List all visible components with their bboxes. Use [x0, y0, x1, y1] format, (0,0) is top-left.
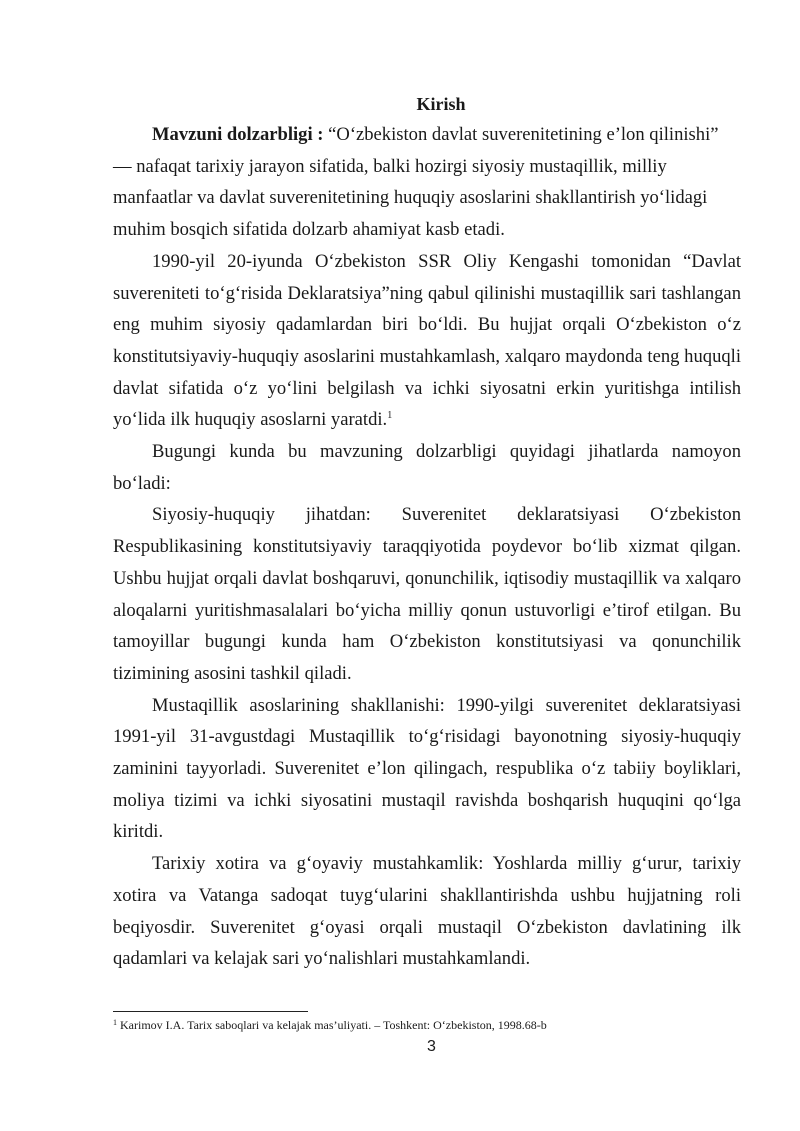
- footnote-reference[interactable]: 1: [387, 410, 393, 422]
- relevance-paragraph: [113, 119, 741, 246]
- footnote: [113, 1018, 753, 1033]
- page-number: 3: [427, 1038, 436, 1055]
- paragraph-political-legal: Siyosiy-huquqiy jihatdan: Suverenitet deklaratsiyasi O‘zbekiston Respublikasining konstitutsiyaviy taraqqiyotida poydevor bo‘lib xizmat qilgan. Ushbu hujjat orqali davlat boshqaruvi, qonunchilik, iqtisodiy mustaqillik va xalqaro aloqalarni yuritishmasalalari bo‘yicha milliy qonun ustuvorligi e’tirof etilgan. Bu tamoyillar bugungi kunda ham O‘zbekiston konstitutsiyasi va qonunchilik tizimining asosini tashkil qiladi.: [113, 504, 741, 684]
- footnote-mark: 1: [113, 1018, 117, 1027]
- footnote-text: Karimov I.A. Tarix saboqlari va kelajak mas’uliyati. – Toshkent: O‘zbekiston, 1998.68-b: [117, 1018, 547, 1032]
- paragraph-relevance-intro: Bugungi kunda bu mavzuning dolzarbligi quyidagi jihatlarda namoyon bo‘ladi:: [113, 441, 741, 494]
- relevance-text: “O‘zbekiston davlat suverenitetining e’lon qilinishi” — nafaqat tarixiy jarayon sifatida, balki hozirgi siyosiy mustaqillik, milliy manfaatlar va davlat suverenitetining huquqiy asoslarini shakllantirish yo‘lidagi muhim bosqich sifatida dolzarb ahamiyat kasb etadi.: [113, 124, 719, 241]
- paragraph-independence-foundations: Mustaqillik asoslarining shakllanishi: 1990-yilgi suverenitet deklaratsiyasi 1991-yil 31-avgustdagi Mustaqillik to‘g‘risidagi bayonotning siyosiy-huquqiy zaminini tayyorladi. Suverenitet e’lon qilingach, respublika o‘z tabiiy boyliklari, moliya tizimi va ichki siyosatini mustaqil ravishda boshqarish huquqini qo‘lga kiritdi.: [113, 694, 741, 843]
- relevance-label: Mavzuni dolzarbligi :: [152, 124, 324, 145]
- paragraph-declaration: [113, 246, 741, 436]
- section-title: Kirish: [416, 94, 466, 114]
- body-text: [113, 119, 741, 975]
- paragraph-declaration-text: 1990-yil 20-iyunda O‘zbekiston SSR Oliy Kengashi tomonidan “Davlat suvereniteti to‘g‘risida Deklaratsiya”ning qabul qilinishi mustaqillik sari tashlangan eng muhim siyosiy qadamlardan biri bo‘ldi. Bu hujjat orqali O‘zbekiston o‘z konstitutsiyaviy-huquqiy asoslarini mustahkamlash, xalqaro maydonda teng huquqli davlat sifatida o‘z yo‘lini belgilash va ichki siyosatni erkin yuritishga intilish yo‘lida ilk huquqiy asoslarni yaratdi.: [113, 250, 741, 431]
- paragraph-historical-memory: Tarixiy xotira va g‘oyaviy mustahkamlik: Yoshlarda milliy g‘urur, tarixiy xotira va Vatanga sadoqat tuyg‘ularini shakllantirishda ushbu hujjatning roli beqiyosdir. Suverenitet g‘oyasi orqali mustaqil O‘zbekiston davlatining ilk qadamlari va kelajak sari yo‘nalishlari mustahkamlandi.: [113, 853, 741, 970]
- footnote-separator: [113, 1011, 308, 1012]
